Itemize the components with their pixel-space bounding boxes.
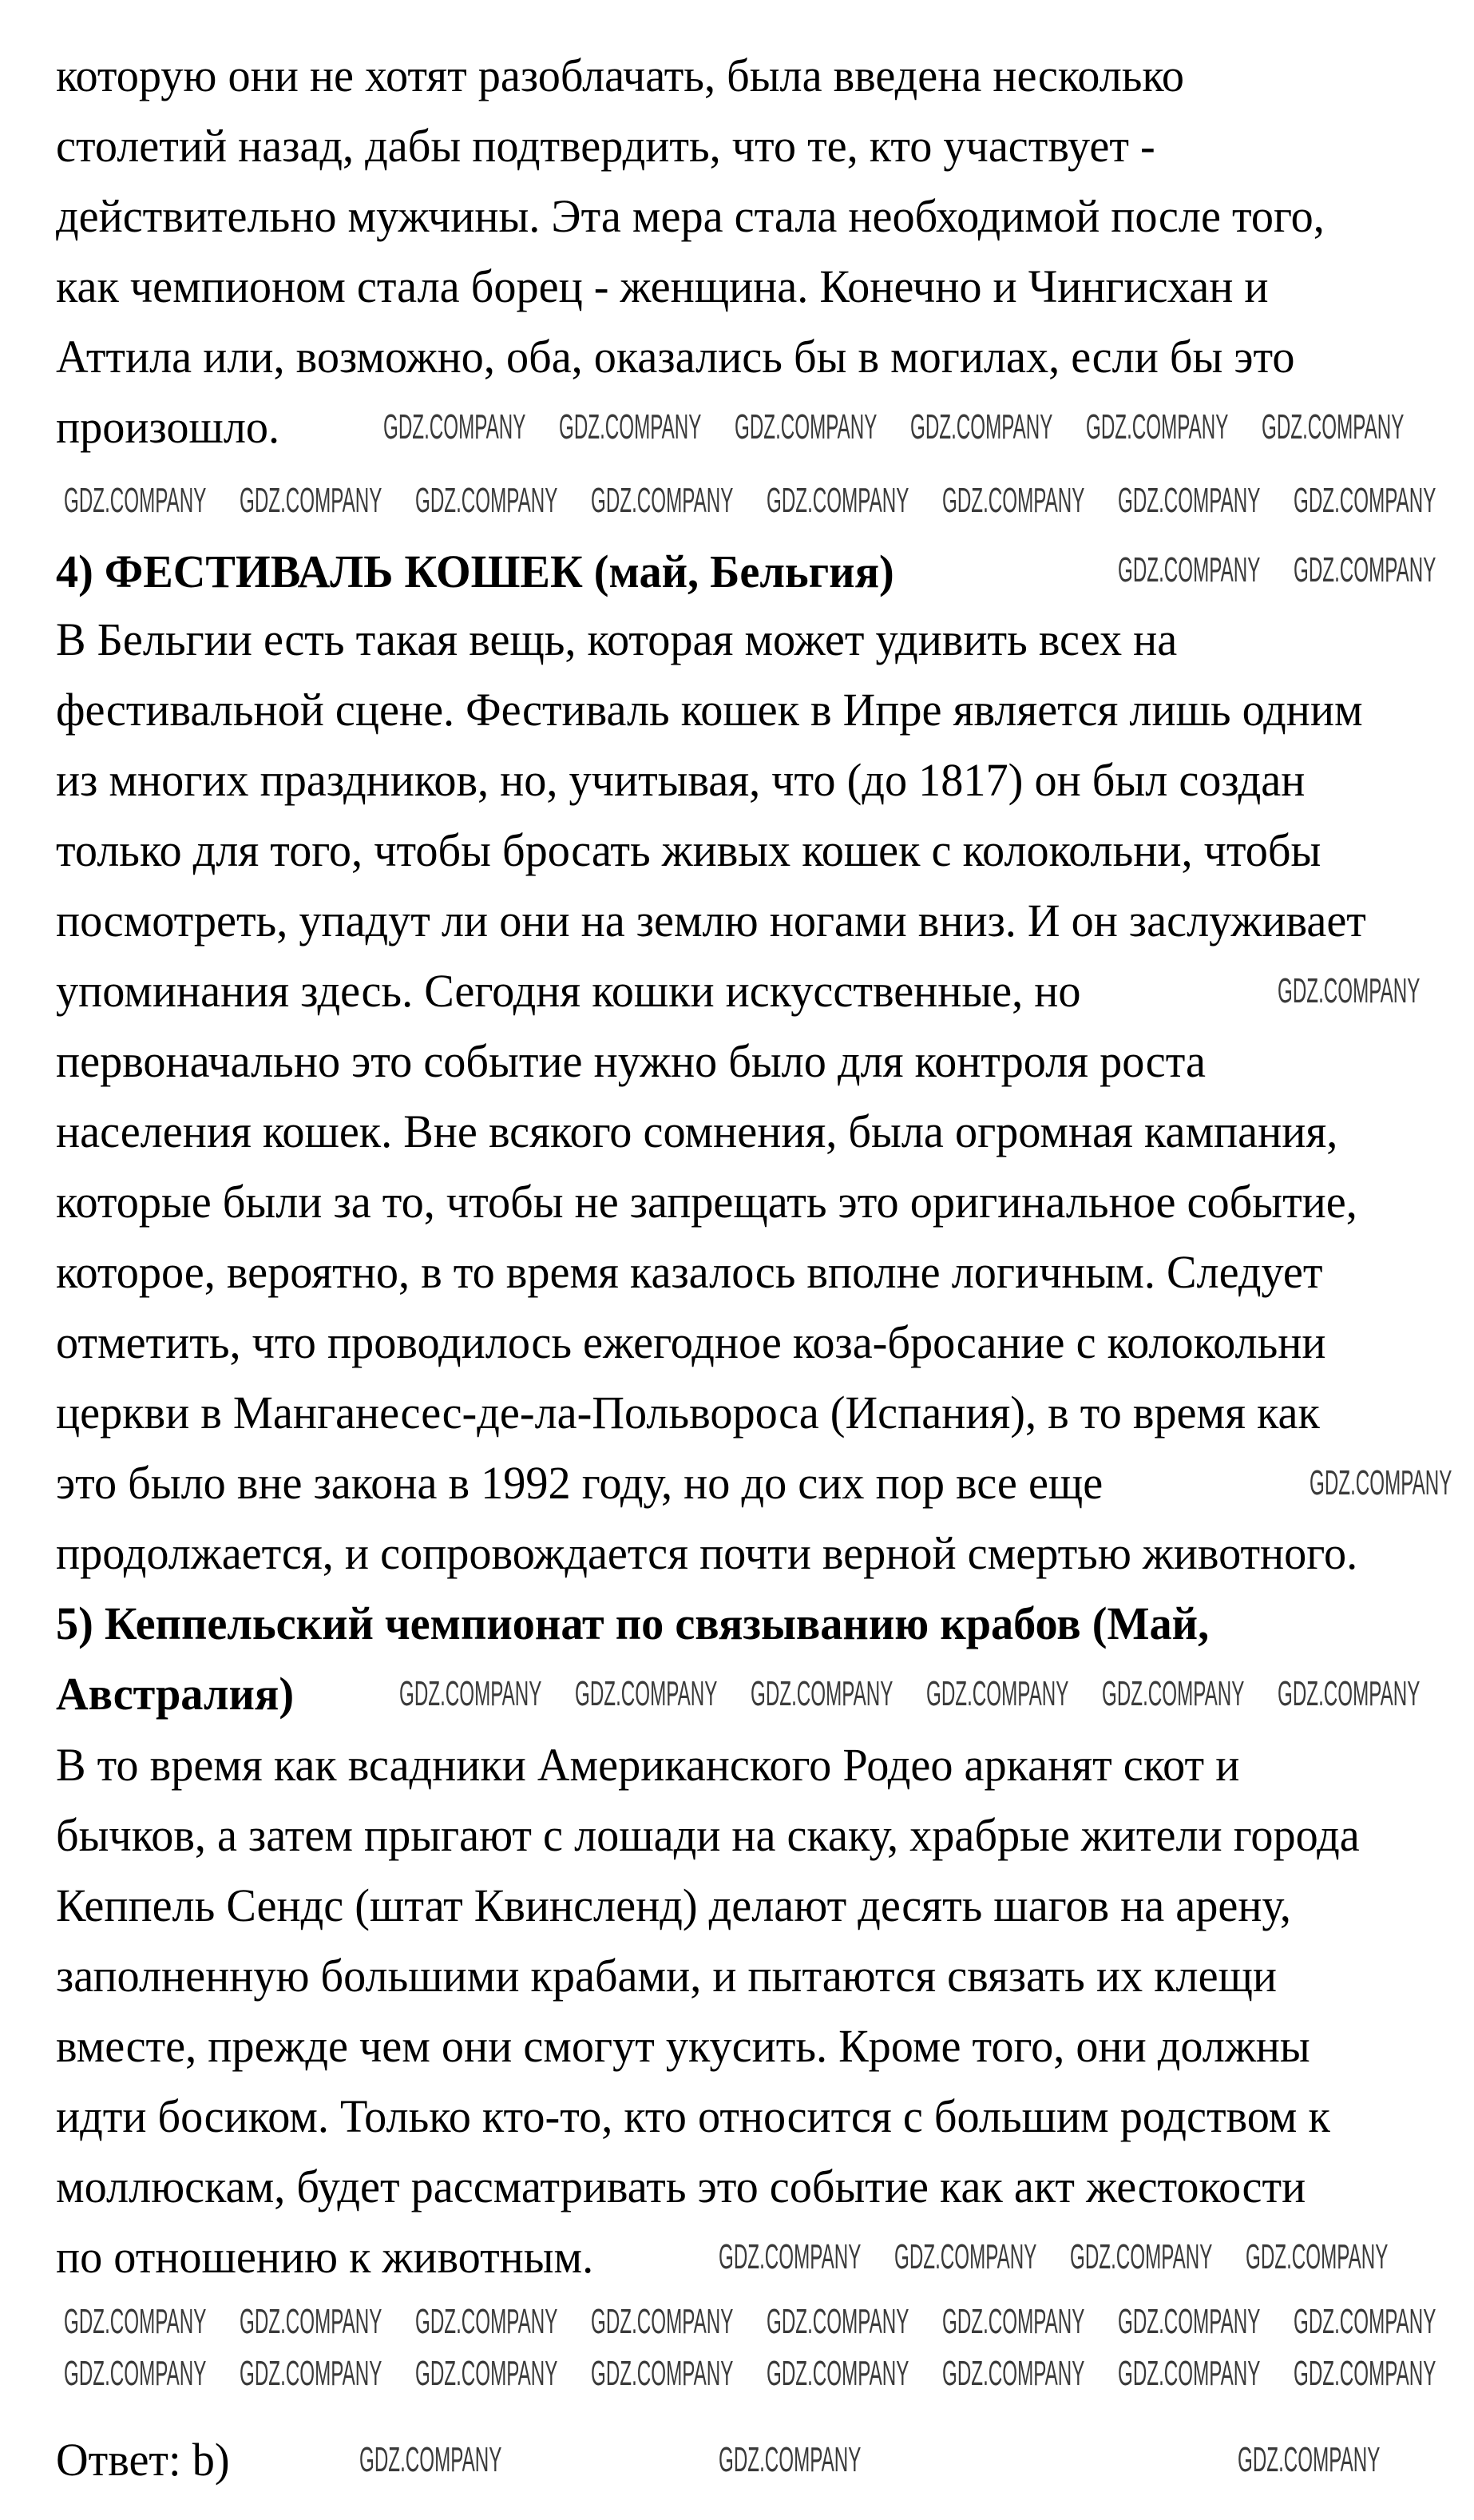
watermark: GDZ.COMPANY bbox=[383, 407, 526, 446]
watermark: GDZ.COMPANY bbox=[1238, 2440, 1381, 2479]
text-line: продолжается, и сопровождается почти верной смертью животного. bbox=[56, 1527, 1358, 1579]
watermark: GDZ.COMPANY bbox=[767, 2354, 909, 2393]
watermark: GDZ.COMPANY bbox=[240, 2354, 382, 2393]
watermark: GDZ.COMPANY bbox=[910, 407, 1053, 446]
heading-line: 4) ФЕСТИВАЛЬ КОШЕК (май, Бельгия) bbox=[56, 546, 894, 597]
text-line: Аттила или, возможно, оба, оказались бы в могилах, если бы это bbox=[56, 331, 1295, 383]
watermark: GDZ.COMPANY bbox=[942, 2354, 1085, 2393]
text-line: упоминания здесь. Сегодня кошки искусственные, но bbox=[56, 965, 1081, 1017]
watermark: GDZ.COMPANY bbox=[1070, 2237, 1213, 2276]
watermark: GDZ.COMPANY bbox=[735, 407, 878, 446]
watermark: GDZ.COMPANY bbox=[415, 2354, 558, 2393]
watermark: GDZ.COMPANY bbox=[1118, 550, 1261, 589]
watermark: GDZ.COMPANY bbox=[1294, 481, 1436, 520]
watermark: GDZ.COMPANY bbox=[415, 2302, 558, 2341]
watermark: GDZ.COMPANY bbox=[1294, 2354, 1436, 2393]
watermark: GDZ.COMPANY bbox=[719, 2237, 862, 2276]
text-line: отметить, что проводилось ежегодное коза-бросание с колокольни bbox=[56, 1316, 1326, 1368]
watermark: GDZ.COMPANY bbox=[575, 1674, 718, 1713]
watermark: GDZ.COMPANY bbox=[1118, 2354, 1261, 2393]
text-line: столетий назад, дабы подтвердить, что те, кто участвует - bbox=[56, 120, 1155, 172]
watermark: GDZ.COMPANY bbox=[767, 481, 909, 520]
text-line: которые были за то, чтобы не запрещать это оригинальное событие, bbox=[56, 1176, 1357, 1228]
watermark: GDZ.COMPANY bbox=[359, 2440, 502, 2479]
watermark: GDZ.COMPANY bbox=[1278, 1674, 1421, 1713]
watermark: GDZ.COMPANY bbox=[1086, 407, 1229, 446]
section-5-body bbox=[56, 1730, 1400, 2292]
watermark: GDZ.COMPANY bbox=[64, 2302, 207, 2341]
watermark: GDZ.COMPANY bbox=[1294, 2302, 1436, 2341]
text-line: Кеппель Сендс (штат Квинсленд) делают десять шагов на арену, bbox=[56, 1879, 1291, 1931]
watermark: GDZ.COMPANY bbox=[942, 2302, 1085, 2341]
watermark: GDZ.COMPANY bbox=[1102, 1674, 1245, 1713]
text-line: В то время как всадники Американского Родео арканят скот и bbox=[56, 1739, 1240, 1791]
text-line: населения кошек. Вне всякого сомнения, была огромная кампания, bbox=[56, 1105, 1338, 1157]
watermark: GDZ.COMPANY bbox=[1246, 2237, 1389, 2276]
watermark: GDZ.COMPANY bbox=[559, 407, 702, 446]
text-line: это было вне закона в 1992 году, но до сих пор все еще bbox=[56, 1457, 1104, 1509]
text-line: только для того, чтобы бросать живых кошек с колокольни, чтобы bbox=[56, 824, 1321, 876]
answer bbox=[56, 2425, 235, 2495]
watermark: GDZ.COMPANY bbox=[767, 2302, 909, 2341]
watermark: GDZ.COMPANY bbox=[1118, 2302, 1261, 2341]
text-line: которое, вероятно, в то время казалось вполне логичным. Следует bbox=[56, 1246, 1323, 1298]
heading-line: Австралия) bbox=[56, 1668, 295, 1720]
watermark: GDZ.COMPANY bbox=[1278, 971, 1421, 1010]
text-line: первоначально это событие нужно было для контроля роста bbox=[56, 1035, 1206, 1087]
watermark: GDZ.COMPANY bbox=[415, 481, 558, 520]
watermark: GDZ.COMPANY bbox=[399, 1674, 542, 1713]
text-line: которую они не хотят разоблачать, была введена несколько bbox=[56, 50, 1185, 101]
text-line: по отношению к животным. bbox=[56, 2231, 594, 2283]
watermark: GDZ.COMPANY bbox=[591, 481, 734, 520]
text-line: бычков, а затем прыгают с лошади на скаку, храбрые жители города bbox=[56, 1809, 1360, 1861]
watermark: GDZ.COMPANY bbox=[926, 1674, 1069, 1713]
text-line: заполненную большими крабами, и пытаются связать их клещи bbox=[56, 1950, 1277, 2002]
text-line: действительно мужчины. Эта мера стала необходимой после того, bbox=[56, 190, 1325, 242]
watermark: GDZ.COMPANY bbox=[64, 481, 207, 520]
text-line: идти босиком. Только кто-то, кто относится с большим родством к bbox=[56, 2090, 1330, 2142]
watermark: GDZ.COMPANY bbox=[942, 481, 1085, 520]
text-line: моллюскам, будет рассматривать это событие как акт жестокости bbox=[56, 2161, 1306, 2212]
watermark: GDZ.COMPANY bbox=[1294, 550, 1436, 589]
text-line: церкви в Манганесес-де-ла-Польвороса (Испания), в то время как bbox=[56, 1387, 1320, 1439]
watermark: GDZ.COMPANY bbox=[240, 2302, 382, 2341]
text-line: посмотреть, упадут ли они на землю ногами вниз. И он заслуживает bbox=[56, 895, 1366, 946]
watermark: GDZ.COMPANY bbox=[1310, 1463, 1452, 1502]
heading-line: 5) Кеппельский чемпионат по связыванию крабов (Май, bbox=[56, 1597, 1210, 1649]
section-3-tail bbox=[56, 41, 1364, 462]
watermark: GDZ.COMPANY bbox=[64, 2354, 207, 2393]
answer-text: Ответ: b) bbox=[56, 2434, 230, 2486]
watermark: GDZ.COMPANY bbox=[591, 2302, 734, 2341]
watermark: GDZ.COMPANY bbox=[1118, 481, 1261, 520]
watermark: GDZ.COMPANY bbox=[240, 481, 382, 520]
text-line: произошло. bbox=[56, 401, 280, 453]
text-line: как чемпионом стала борец - женщина. Конечно и Чингисхан и bbox=[56, 260, 1269, 312]
watermark: GDZ.COMPANY bbox=[719, 2440, 862, 2479]
section-4-body bbox=[56, 605, 1407, 1589]
text-line: из многих праздников, но, учитывая, что (до 1817) он был создан bbox=[56, 754, 1306, 806]
text-line: вместе, прежде чем они смогут укусить. Кроме того, они должны bbox=[56, 2020, 1310, 2072]
text-line: фестивальной сцене. Фестиваль кошек в Ипре является лишь одним bbox=[56, 684, 1363, 736]
watermark: GDZ.COMPANY bbox=[591, 2354, 734, 2393]
watermark: GDZ.COMPANY bbox=[1262, 407, 1405, 446]
watermark: GDZ.COMPANY bbox=[894, 2237, 1037, 2276]
text-line: В Бельгии есть такая вещь, которая может удивить всех на bbox=[56, 613, 1178, 665]
section-4-heading bbox=[56, 537, 920, 607]
watermark: GDZ.COMPANY bbox=[751, 1674, 894, 1713]
